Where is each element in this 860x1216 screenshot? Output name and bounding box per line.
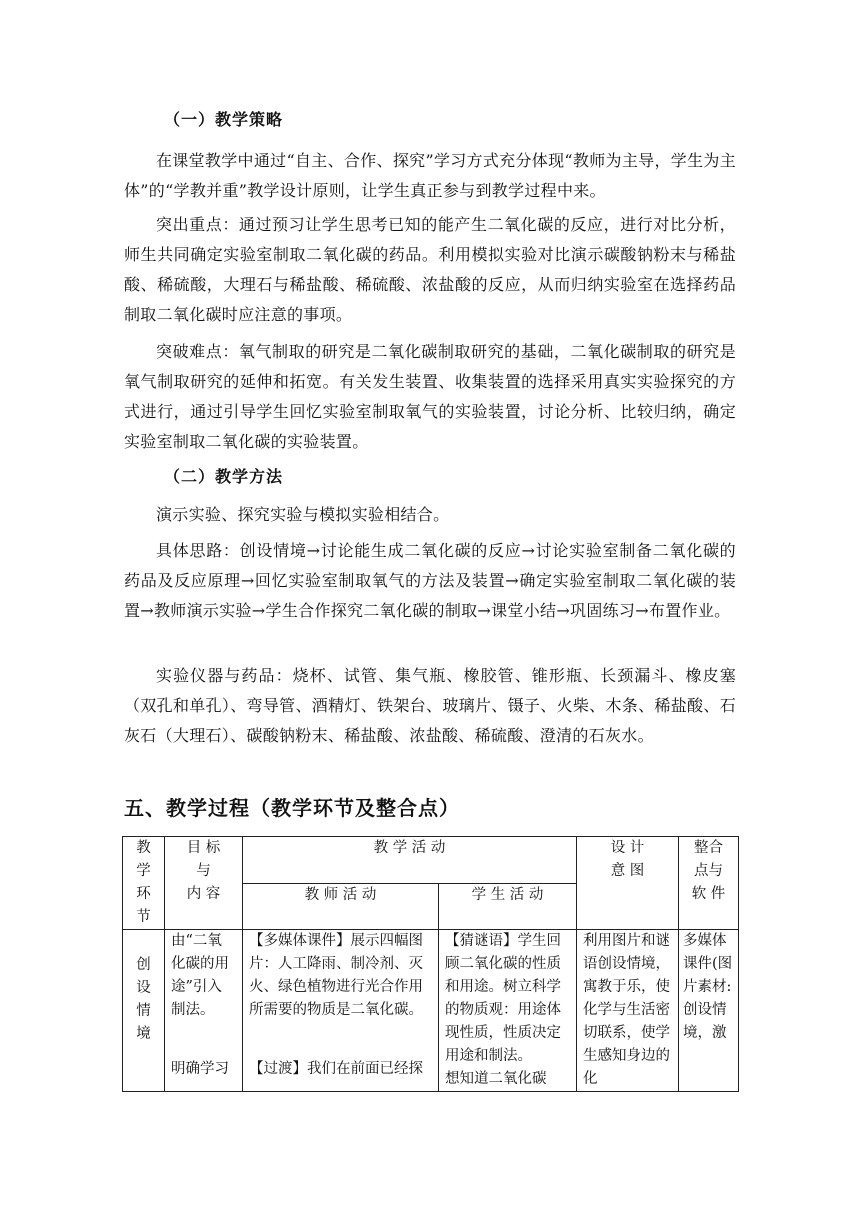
header-stage: 教学环节	[123, 837, 165, 930]
method-heading: （二）教学方法	[164, 467, 284, 486]
method-paragraph-approach: 具体思路：创设情境→讨论能生成二氧化碳的反应→讨论实验室制备二氧化碳的药品及反应原理→回忆实验室制取氧气的方法及装置→确定实验室制取二氧化碳的装置→教师演示实验→学生合作探究二氧化碳的制取→课堂小结→巩固练习→布置作业。	[124, 541, 736, 620]
cell-stage: 创设情境	[123, 930, 165, 1092]
table-header-row	[123, 837, 739, 884]
table-row	[123, 930, 739, 1092]
strategy-heading: （一）教学策略	[164, 110, 284, 129]
method-paragraph-1: 演示实验、探究实验与模拟实验相结合。	[156, 505, 450, 524]
header-activity: 教 学 活 动	[243, 837, 577, 884]
section-title: 五、教学过程（教学环节及整合点）	[124, 796, 460, 820]
cell-teacher-activity: 【多媒体课件】展示四幅图片：人工降雨、制冷剂、灭火、绿色植物进行光合作用所需要的物质是二氧化碳。 【过渡】我们在前面已经探	[243, 930, 439, 1092]
method-paragraph-equipment: 实验仪器与药品：烧杯、试管、集气瓶、橡胶管、锥形瓶、长颈漏斗、橡皮塞（双孔和单孔）、弯导管、酒精灯、铁架台、玻璃片、镊子、火柴、木条、稀盐酸、石灰石（大理石）、碳酸钠粉末、稀盐酸、浓盐酸、稀硫酸、澄清的石灰水。	[124, 666, 736, 745]
cell-student-activity: 【猜谜语】学生回顾二氧化碳的性质和用途。树立科学的物质观：用途体现性质，性质决定用途和制法。 想知道二氧化碳	[439, 930, 577, 1092]
header-student-activity: 学 生 活 动	[439, 884, 577, 930]
header-integration: 整合 点与 软 件	[679, 837, 739, 930]
header-design: 设 计 意 图	[577, 837, 679, 930]
cell-integration: 多媒体课件(图片素材:创设情境，激	[679, 930, 739, 1092]
header-teacher-activity: 教 师 活 动	[243, 884, 439, 930]
strategy-paragraph-key-points: 突出重点：通过预习让学生思考已知的能产生二氧化碳的反应，进行对比分析，师生共同确定实验室制取二氧化碳的药品。利用模拟实验对比演示碳酸钠粉末与稀盐酸、稀硫酸，大理石与稀盐酸、稀硫酸、浓盐酸的反应，从而归纳实验室在选择药品制取二氧化碳时应注意的事项。	[124, 215, 736, 324]
strategy-paragraph-difficulties: 突破难点：氧气制取的研究是二氧化碳制取研究的基础，二氧化碳制取的研究是氧气制取研究的延伸和拓宽。有关发生装置、收集装置的选择采用真实实验探究的方式进行，通过引导学生回忆实验室制取氧气的实验装置，讨论分析、比较归纳，确定实验室制取二氧化碳的实验装置。	[124, 342, 736, 451]
header-goal: 目 标 与 内 容	[165, 837, 243, 930]
teaching-process-table	[122, 836, 739, 1092]
strategy-paragraph-1: 在课堂教学中通过“自主、合作、探究”学习方式充分体现“教师为主导，学生为主体”的“学教并重”教学设计原则，让学生真正参与到教学过程中来。	[124, 151, 736, 200]
cell-design-intent: 利用图片和谜语创设情境，寓教于乐，使化学与生活密切联系，使学生感知身边的化	[577, 930, 679, 1092]
cell-goal: 由“二氧化碳的用途”引入制法。 明确学习	[165, 930, 243, 1092]
